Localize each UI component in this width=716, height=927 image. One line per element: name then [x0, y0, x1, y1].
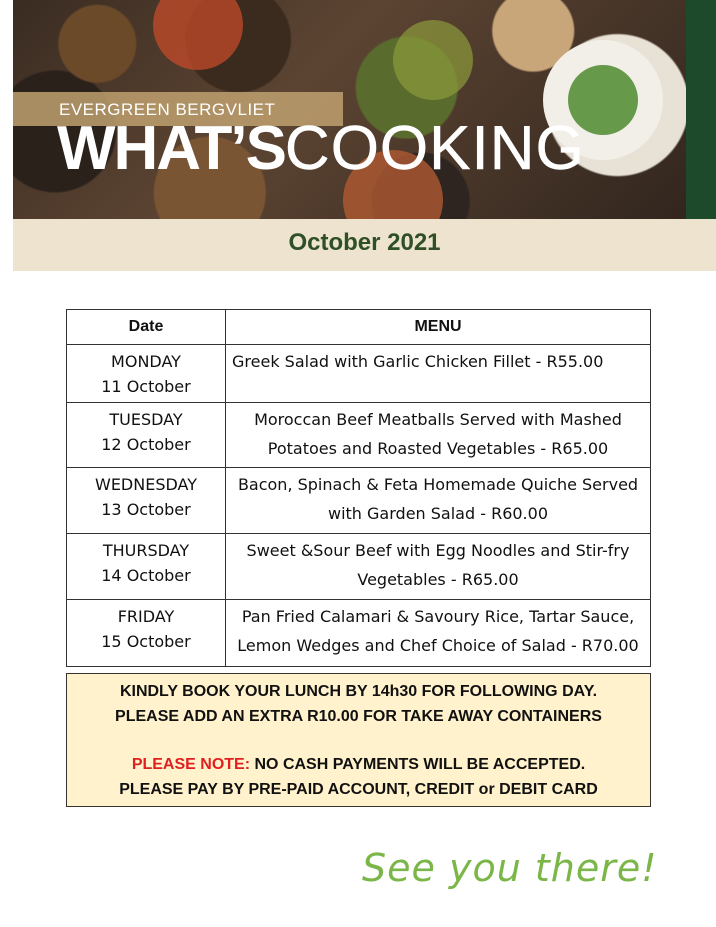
- date: 15 October: [101, 632, 191, 651]
- weekday: THURSDAY: [102, 541, 190, 560]
- day-cell: [67, 468, 226, 534]
- menu-item-line: Lemon Wedges and Chef Choice of Salad - R70.00: [237, 636, 639, 655]
- day-cell: [67, 534, 226, 600]
- day-cell: [67, 345, 226, 403]
- booking-deadline-text: KINDLY BOOK YOUR LUNCH BY 14h30 FOR FOLLOWING DAY.: [119, 683, 598, 700]
- weekday: WEDNESDAY: [95, 475, 197, 494]
- green-edge-bar: [686, 0, 716, 219]
- table-row: [67, 403, 651, 468]
- menu-item-line: Moroccan Beef Meatballs Served with Mashed: [254, 410, 622, 429]
- month-band: [13, 219, 716, 271]
- weekday: MONDAY: [111, 352, 181, 371]
- date: 13 October: [101, 500, 191, 519]
- brand-title-light: COOKING: [284, 114, 585, 183]
- table-row: [67, 534, 651, 600]
- menu-item-line: Greek Salad with Garlic Chicken Fillet - R55.00: [232, 352, 604, 371]
- month-title: October 2021: [288, 229, 441, 256]
- weekday: TUESDAY: [109, 410, 183, 429]
- table-row: [67, 468, 651, 534]
- date-column-header: Date: [67, 310, 226, 345]
- menu-table: [66, 309, 651, 667]
- menu-item-line: with Garden Salad - R60.00: [328, 504, 548, 523]
- menu-item-line: Vegetables - R65.00: [357, 570, 519, 589]
- menu-item-line: Bacon, Spinach & Feta Homemade Quiche Served: [237, 475, 639, 494]
- brand-subtitle: EVERGREEN BERGVLIET: [59, 100, 276, 119]
- date: 11 October: [101, 377, 191, 396]
- menu-item-cell: [226, 600, 651, 667]
- food-plate-image: [153, 0, 243, 70]
- no-cash-text: NO CASH PAYMENTS WILL BE ACCEPTED.: [250, 756, 586, 773]
- day-cell: [67, 403, 226, 468]
- signoff-text: See you there!: [362, 846, 658, 890]
- date: 12 October: [101, 435, 191, 454]
- menu-item-line: Potatoes and Roasted Vegetables - R65.00: [267, 439, 609, 458]
- payment-note: [67, 752, 650, 777]
- menu-item-cell: [226, 345, 651, 403]
- menu-item-line: Sweet &Sour Beef with Egg Noodles and Stir-fry: [246, 541, 630, 560]
- menu-column-header: MENU: [226, 310, 651, 345]
- menu-item-cell: [226, 468, 651, 534]
- payment-methods-text: PLEASE PAY BY PRE-PAID ACCOUNT, CREDIT or DEBIT CARD: [119, 781, 598, 798]
- takeaway-fee-text: PLEASE ADD AN EXTRA R10.00 FOR TAKE AWAY CONTAINERS: [115, 708, 602, 725]
- date: 14 October: [101, 566, 191, 585]
- brand-title-bold: WHAT’S: [57, 114, 285, 183]
- weekday: FRIDAY: [117, 607, 175, 626]
- table-header-row: [67, 310, 651, 345]
- header-banner-image: [13, 0, 716, 219]
- menu-item-line: Pan Fried Calamari & Savoury Rice, Tartar Sauce,: [241, 607, 635, 626]
- note-label: PLEASE NOTE:: [131, 756, 251, 773]
- table-row: [67, 600, 651, 667]
- menu-item-cell: [226, 403, 651, 468]
- day-cell: [67, 600, 226, 667]
- table-row: [67, 345, 651, 403]
- booking-notice: [66, 673, 651, 807]
- brand-title: [57, 114, 585, 183]
- food-plate-image: [393, 20, 473, 100]
- menu-item-cell: [226, 534, 651, 600]
